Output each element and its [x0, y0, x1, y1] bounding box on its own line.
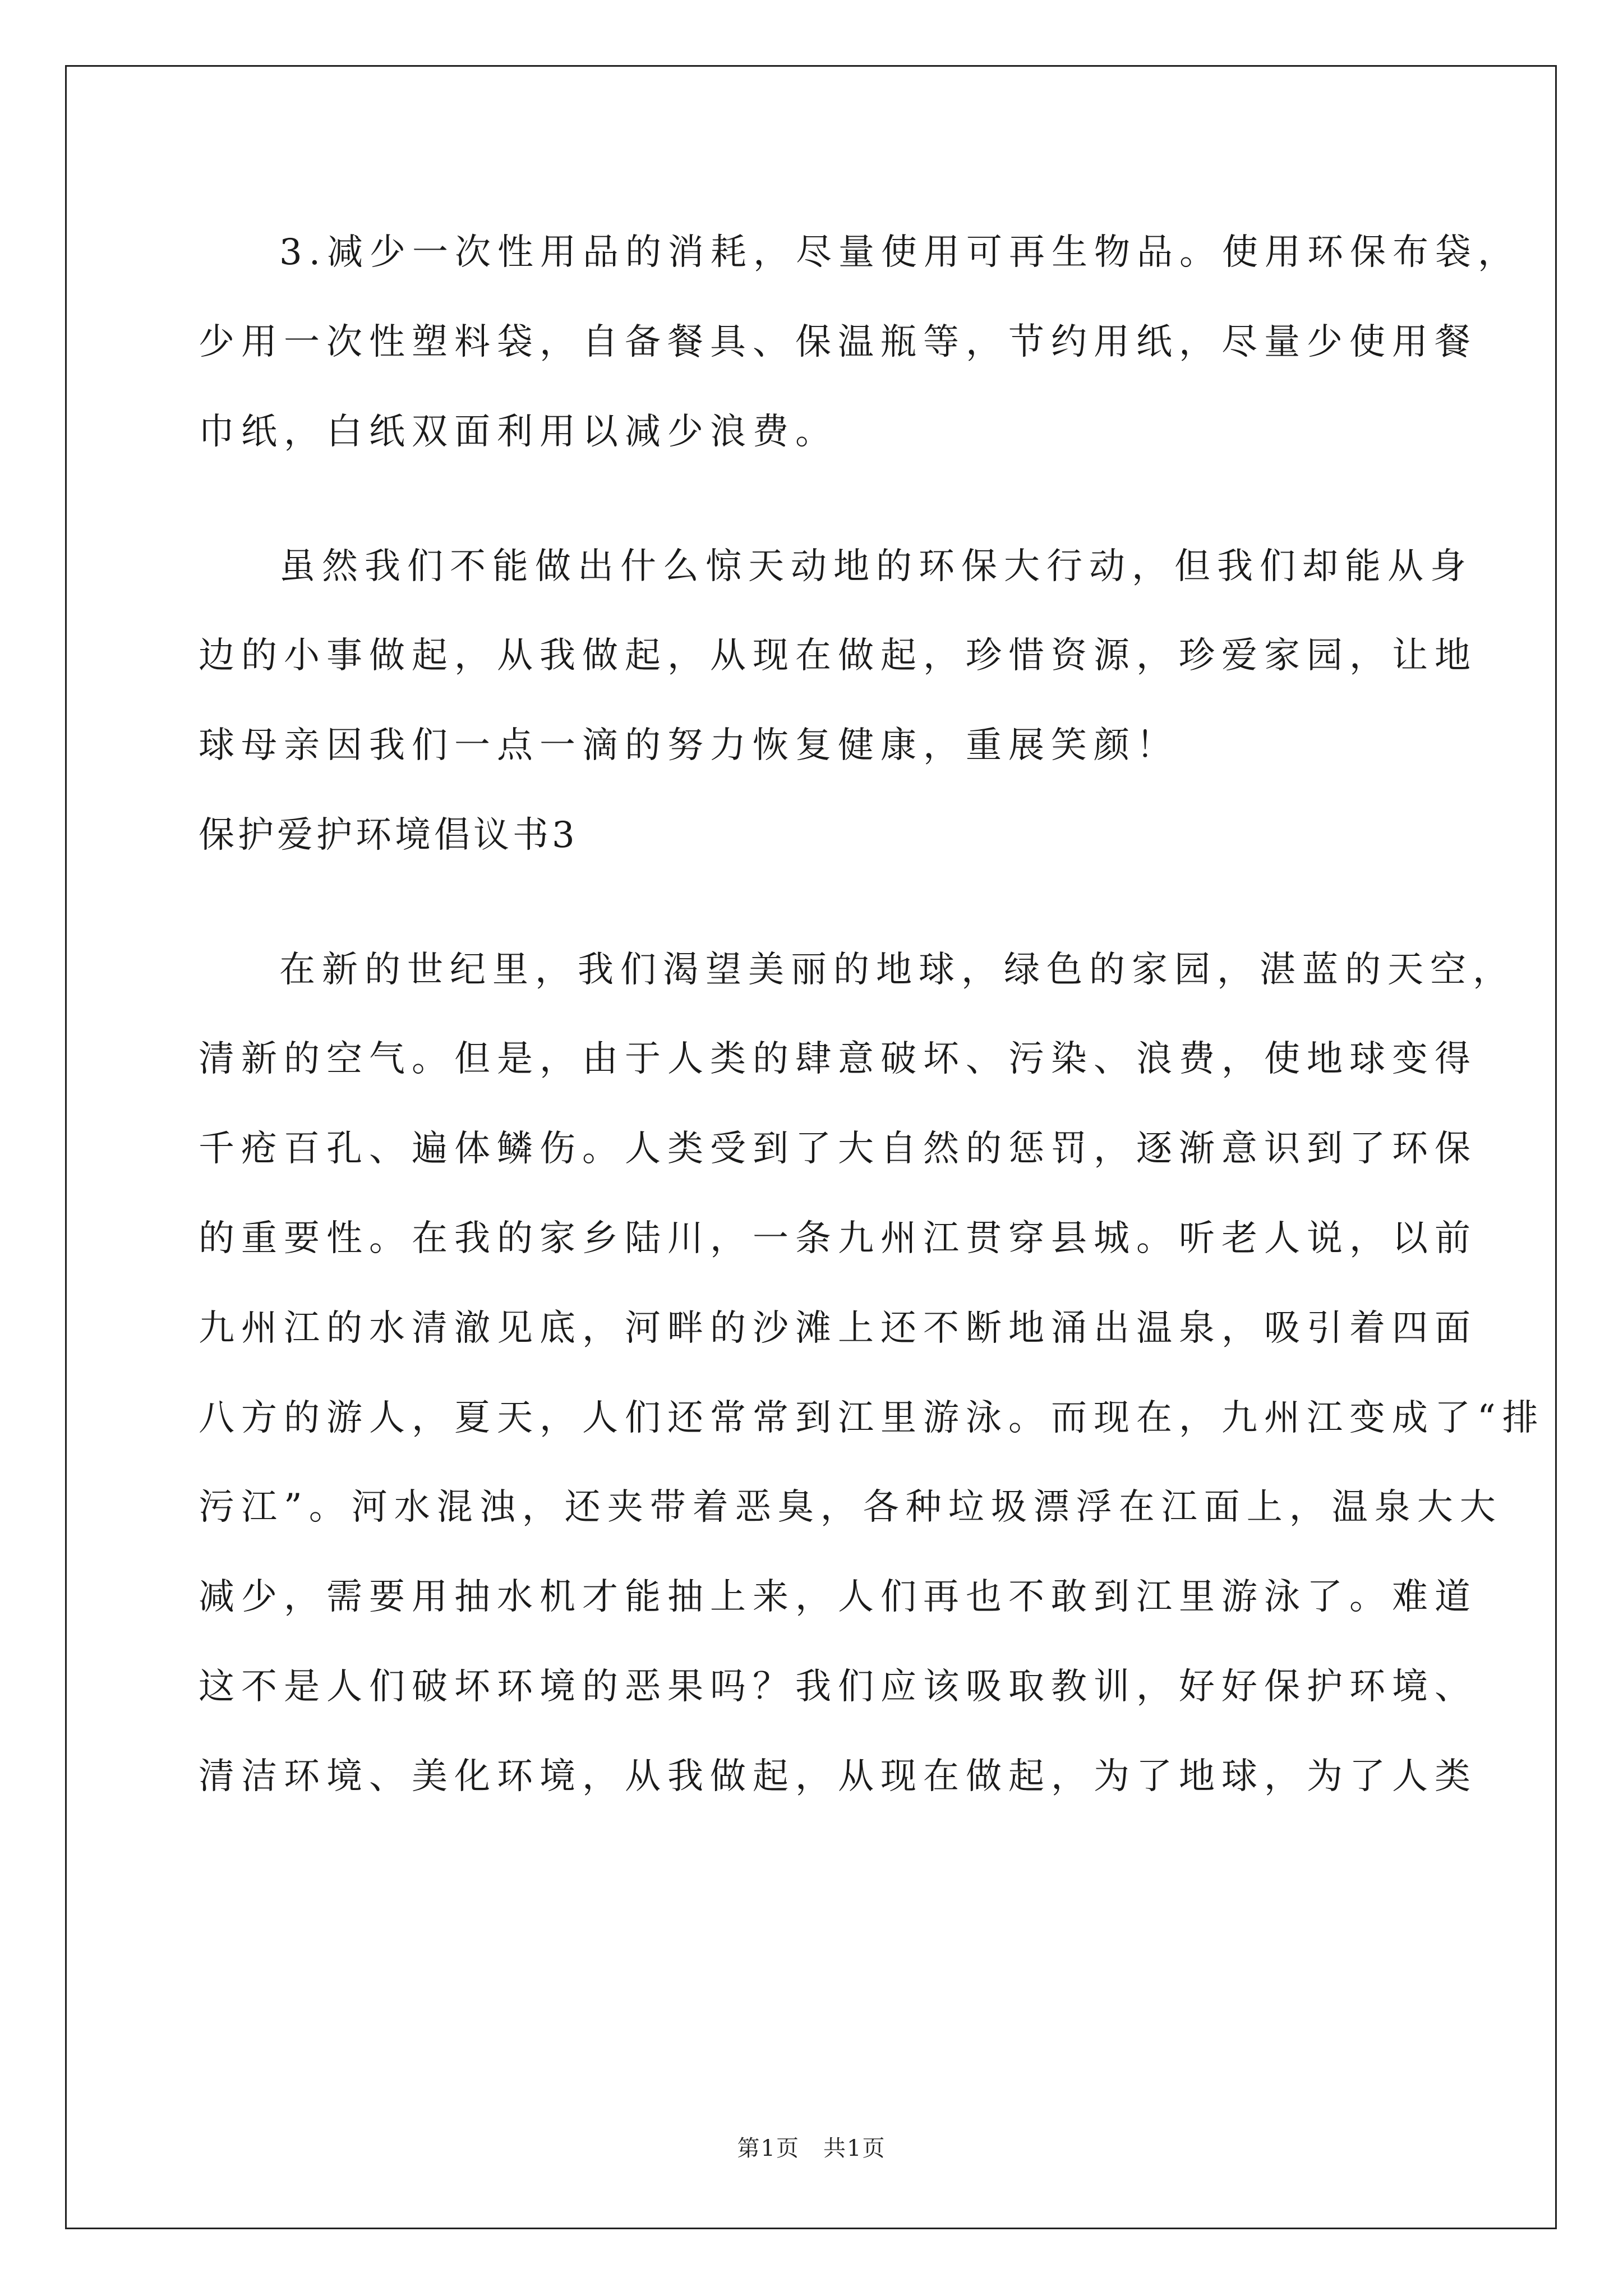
text-line: 这不是人们破坏环境的恶果吗？我们应该吸取教训，好好保护环境、: [199, 1666, 1477, 1708]
text-line: 污江”。河水混浊，还夹带着恶臭，各种垃圾漂浮在江面上，温泉大大: [199, 1487, 1502, 1528]
text-line: 清新的空气。但是，由于人类的肆意破坏、污染、浪费，使地球变得: [199, 1038, 1477, 1080]
text-line: 清洁环境、美化环境，从我做起，从现在做起，为了地球，为了人类: [199, 1756, 1477, 1797]
section-heading: 保护爱护环境倡议书3: [199, 815, 578, 856]
text-line: 边的小事做起，从我做起，从现在做起，珍惜资源，珍爱家园，让地: [199, 635, 1477, 677]
text-line: 的重要性。在我的家乡陆川，一条九州江贯穿县城。听老人说，以前: [199, 1218, 1477, 1259]
text-line: 九州江的水清澈见底，河畔的沙滩上还不断地涌出温泉，吸引着四面: [199, 1308, 1477, 1349]
text-line: 八方的游人，夏天，人们还常常到江里游泳。而现在，九州江变成了“排: [199, 1397, 1545, 1439]
text-line: 在新的世纪里，我们渴望美丽的地球，绿色的家园，湛蓝的天空，: [279, 949, 1515, 991]
text-line: 虽然我们不能做出什么惊天动地的环保大行动，但我们却能从身: [279, 546, 1473, 587]
text-line: 球母亲因我们一点一滴的努力恢复健康，重展笑颜！: [199, 725, 1179, 766]
text-line: 减少，需要用抽水机才能抽上来，人们再也不敢到江里游泳了。难道: [199, 1576, 1477, 1618]
text-line: 巾纸，白纸双面利用以减少浪费。: [199, 411, 838, 453]
text-line: 千疮百孔、遍体鳞伤。人类受到了大自然的惩罚，逐渐意识到了环保: [199, 1128, 1477, 1170]
page-number: 第1页 共1页: [737, 2136, 886, 2161]
text-line: 少用一次性塑料袋，自备餐具、保温瓶等，节约用纸，尽量少使用餐: [199, 321, 1477, 363]
text-line: 3.减少一次性用品的消耗，尽量使用可再生物品。使用环保布袋，: [279, 232, 1521, 273]
